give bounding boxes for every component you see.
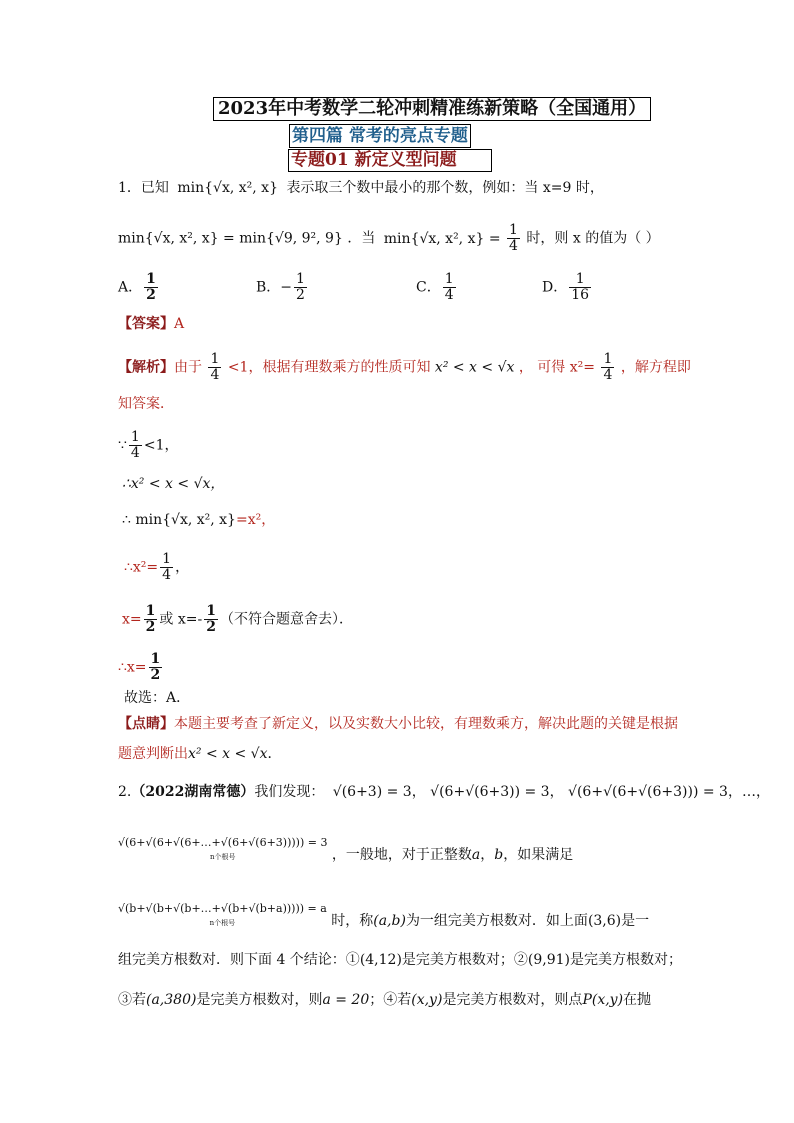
example-1: √(6+3) = 3 bbox=[332, 784, 412, 800]
example-2: √(6+√(6+3)) = 3 bbox=[430, 784, 550, 800]
answer-line: 【答案】A bbox=[118, 316, 185, 332]
part-title: 第四篇 常考的亮点专题 bbox=[289, 124, 471, 148]
q2-line-3: √(b+√(b+√(b+…+√(b+√(b+a))))) = a n个根号 时，称(a,b)为一组完美方根数对．如上面(3,6)是一 bbox=[118, 902, 650, 929]
choice-line: 故选：A． bbox=[124, 690, 191, 706]
comment-line-2: 题意判断出x² < x < √x． bbox=[118, 746, 282, 762]
q2-line-1: 2.（2022湖南常德）我们发现： √(6+3) = 3， √(6+√(6+3)) = 3， √(6+√(6+√(6+3))) = 3，…， bbox=[118, 784, 770, 800]
q1-condition: min{√x, x², x} = min{√9, 9², 9} ．当 min{√x, x², x} = $\frac{1}{4}$ 时，则 x 的值为（ ） bbox=[118, 222, 660, 254]
nested-root-general: √(b+√(b+√(b+…+√(b+√(b+a))))) = a bbox=[118, 902, 327, 915]
comment-line-1: 【点睛】本题主要考查了新定义，以及实数大小比较，有理数乘方，解决此题的关键是根据 bbox=[118, 716, 678, 732]
step-2: ∴x² < x < √x， bbox=[122, 476, 225, 492]
step-6: ∴x= $\frac{1}{2}$ bbox=[118, 651, 161, 683]
example-3: √(6+√(6+√(6+3))) = 3 bbox=[568, 784, 728, 800]
q1-intro: 1．已知 min{√x, x², x} 表示取三个数中最小的那个数，例如：当 x=9 时， bbox=[118, 180, 604, 196]
analysis-line-1: 【解析】由于 $\frac{1}{4}$ <1，根据有理数乘方的性质可知 x² < x < √x ， 可得 x²= $\frac{1}{4}$ ，解方程即 bbox=[118, 351, 691, 383]
q2-line-2: √(6+√(6+√(6+…+√(6+√(6+3))))) = 3 n个根号 ，一般地，对于正整数a，b，如果满足 bbox=[118, 836, 574, 863]
example-expression: min{√x, x², x} = min{√9, 9², 9} bbox=[118, 230, 343, 247]
analysis-line-2: 知答案． bbox=[118, 396, 174, 412]
topic-title: 专题01 新定义型问题 bbox=[288, 149, 492, 172]
option-a: A． $\frac{1}{2}$ bbox=[118, 271, 156, 303]
option-b: B．− $\frac{1}{2}$ bbox=[256, 271, 305, 303]
option-d: D． $\frac{1}{16}$ bbox=[542, 271, 590, 303]
q2-line-4: 组完美方根数对．则下面 4 个结论：①(4,12)是完美方根数对；②(9,91)是完美方根数对； bbox=[118, 952, 683, 968]
nested-root-example: √(6+√(6+√(6+…+√(6+√(6+3))))) = 3 bbox=[118, 836, 328, 849]
step-1: ∵ $\frac{1}{4}$ <1， bbox=[118, 429, 179, 461]
q2-line-5: ③若(a,380)是完美方根数对，则a = 20；④若(x,y)是完美方根数对，则点P(x,y)在抛 bbox=[118, 992, 652, 1008]
step-4: ∴x²= $\frac{1}{4}$ ， bbox=[124, 551, 190, 583]
option-c: C． $\frac{1}{4}$ bbox=[416, 271, 454, 303]
step-3: ∴ min{√x, x², x}=x²， bbox=[122, 512, 276, 528]
document-title: 2023年中考数学二轮冲刺精准练新策略（全国通用） bbox=[213, 97, 651, 121]
min-expression: min{√x, x², x} bbox=[177, 180, 278, 196]
step-5: x= $\frac{1}{2}$ 或 x=- $\frac{1}{2}$ （不符合题意舍去）． bbox=[122, 603, 353, 635]
